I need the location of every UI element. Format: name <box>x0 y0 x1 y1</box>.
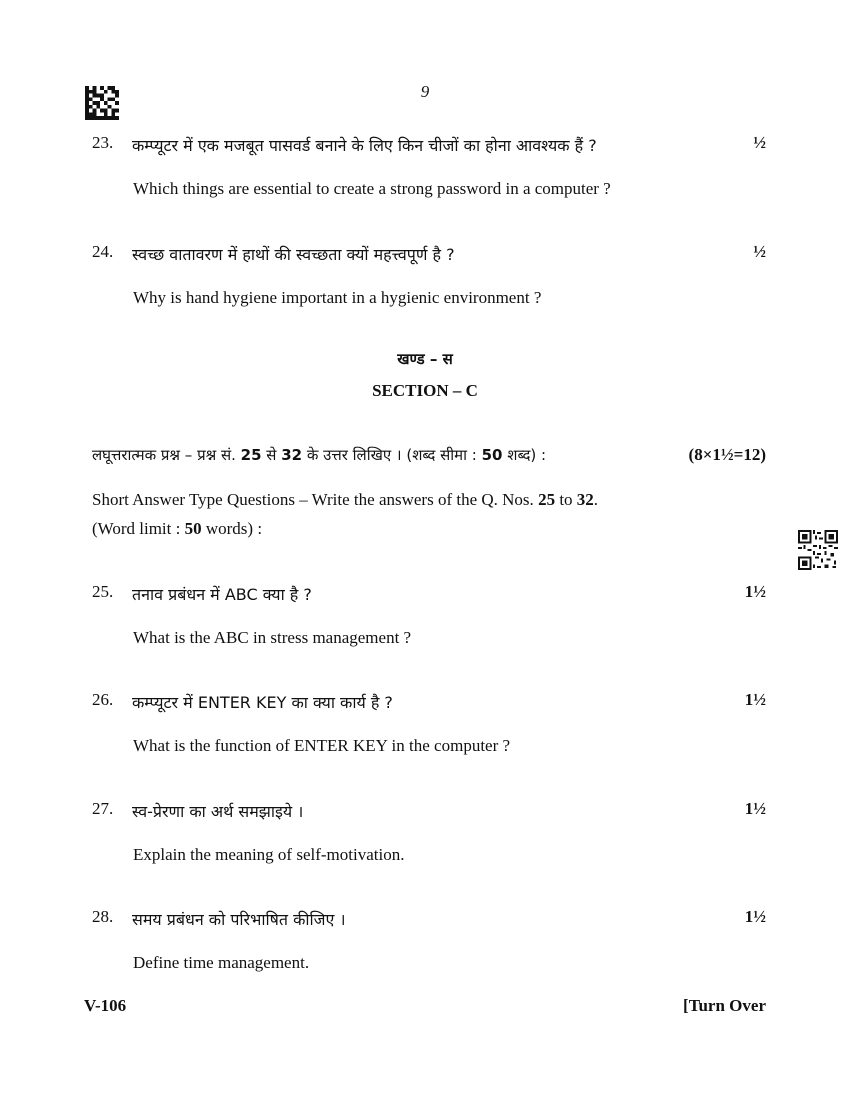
question-number: 27. <box>92 799 114 818</box>
question-marks: 1½ <box>744 799 766 818</box>
question-text-english: What is the function of ENTER KEY in the computer ? <box>133 736 511 755</box>
question-marks: 1½ <box>744 582 766 601</box>
question-text-english: Which things are essential to create a strong password in a computer ? <box>133 179 611 198</box>
barcode-icon <box>84 86 120 120</box>
question-text-english: What is the ABC in stress management ? <box>133 628 412 647</box>
question-text-hindi: कम्प्यूटर में एक मजबूत पासवर्ड बनाने के लिए किन चीजों का होना आवश्यक हैं ? <box>132 136 597 155</box>
question-text-hindi: तनाव प्रबंधन में ABC क्या है ? <box>132 585 312 604</box>
question-number: 25. <box>92 582 114 601</box>
question-marks: 1½ <box>744 690 766 709</box>
section-instruction-hindi: लघूत्तरात्मक प्रश्न – प्रश्न सं. 25 से 32 के उत्तर लिखिए । (शब्द सीमा : 50 शब्द) : <box>92 446 547 464</box>
turn-over-note: [Turn Over <box>683 996 766 1015</box>
page-number: 9 <box>420 82 430 101</box>
section-title-english: SECTION – C <box>372 381 478 400</box>
question-marks: ½ <box>753 242 766 261</box>
question-number: 23. <box>92 133 114 152</box>
question-marks: ½ <box>753 133 766 152</box>
question-text-hindi: स्वच्छ वातावरण में हाथों की स्वच्छता क्यों महत्त्वपूर्ण है ? <box>132 245 455 264</box>
section-instruction-english: Short Answer Type Questions – Write the answers of the Q. Nos. 25 to 32. <box>92 490 599 509</box>
question-text-english: Why is hand hygiene important in a hygienic environment ? <box>133 288 542 307</box>
question-text-english: Define time management. <box>133 953 310 972</box>
section-marks: (8×1½=12) <box>688 445 766 464</box>
question-marks: 1½ <box>744 907 766 926</box>
question-text-hindi: समय प्रबंधन को परिभाषित कीजिए । <box>132 910 346 929</box>
word-limit-note: (Word limit : 50 words) : <box>92 519 263 538</box>
section-title-hindi: खण्ड – स <box>397 350 453 368</box>
question-text-english: Explain the meaning of self-motivation. <box>133 845 405 864</box>
question-number: 28. <box>92 907 114 926</box>
question-text-hindi: स्व-प्रेरणा का अर्थ समझाइये । <box>132 802 304 821</box>
question-number: 24. <box>92 242 114 261</box>
question-number: 26. <box>92 690 114 709</box>
paper-code: V-106 <box>84 996 127 1015</box>
qr-code-icon <box>798 530 838 570</box>
question-text-hindi: कम्प्यूटर में ENTER KEY का क्या कार्य है ? <box>132 693 393 712</box>
